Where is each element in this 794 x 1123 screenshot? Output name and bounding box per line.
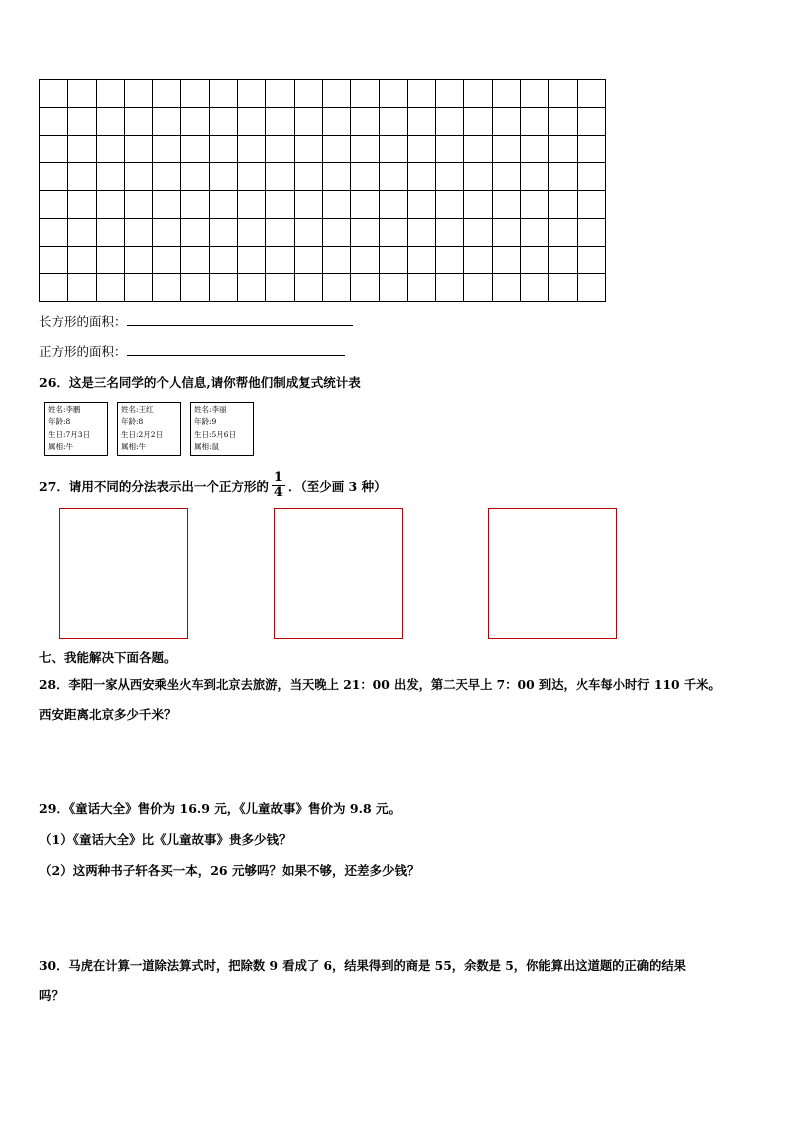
rect-area-line — [39, 313, 353, 330]
grid-cell — [521, 191, 549, 219]
grid-cell — [295, 191, 323, 219]
grid-cell — [521, 247, 549, 275]
grid-cell — [266, 219, 294, 247]
grid-cell — [40, 219, 68, 247]
grid-cell — [549, 136, 577, 164]
grid-cell — [181, 80, 209, 108]
rect-area-label: 长方形的面积： — [39, 314, 127, 329]
grid-cell — [97, 274, 125, 302]
grid-cell — [181, 274, 209, 302]
grid-cell — [295, 219, 323, 247]
grid-cell — [464, 136, 492, 164]
grid-cell — [380, 219, 408, 247]
grid-cell — [125, 163, 153, 191]
grid-cell — [125, 274, 153, 302]
grid-cell — [549, 191, 577, 219]
q27-suffix: ．（至少画 3 种） — [287, 479, 387, 494]
grid-cell — [266, 108, 294, 136]
card-age: 年龄:9 — [194, 417, 217, 427]
grid-cell — [295, 247, 323, 275]
grid-cell — [238, 163, 266, 191]
grid-cell — [578, 108, 606, 136]
grid-cell — [295, 163, 323, 191]
grid-cell — [493, 219, 521, 247]
grid-cell — [549, 80, 577, 108]
grid-cell — [97, 219, 125, 247]
question-28-line1: 28．李阳一家从西安乘坐火车到北京去旅游，当天晚上 21：00 出发，第二天早上 7：00 到达，火车每小时行 110 千米。 — [39, 677, 721, 692]
grid-cell — [521, 163, 549, 191]
grid-cell — [210, 274, 238, 302]
grid-cell — [351, 247, 379, 275]
grid-cell — [266, 247, 294, 275]
grid-cell — [436, 136, 464, 164]
grid-cell — [380, 108, 408, 136]
grid-cell — [97, 247, 125, 275]
square-area-answer-blank[interactable] — [127, 343, 345, 356]
card-birthday: 生日:2月2日 — [121, 429, 164, 439]
student-card-3 — [190, 402, 254, 456]
grid-cell — [521, 136, 549, 164]
grid-cell — [436, 247, 464, 275]
student-card-1 — [44, 402, 108, 456]
grid-cell — [578, 80, 606, 108]
fraction-denominator: 4 — [273, 485, 283, 500]
grid-cell — [238, 191, 266, 219]
grid-cell — [68, 191, 96, 219]
q27-prefix: 27．请用不同的分法表示出一个正方形的 — [39, 479, 269, 494]
grid-cell — [380, 191, 408, 219]
grid-cell — [68, 108, 96, 136]
grid-cell — [266, 191, 294, 219]
card-birthday: 生日:5月6日 — [194, 429, 237, 439]
grid-cell — [351, 163, 379, 191]
grid-cell — [210, 108, 238, 136]
grid-cell — [181, 191, 209, 219]
grid-cell — [464, 219, 492, 247]
square-area-label: 正方形的面积： — [39, 344, 127, 359]
question-28-line2: 西安距离北京多少千米？ — [39, 707, 177, 722]
grid-cell — [266, 80, 294, 108]
grid-cell — [380, 136, 408, 164]
grid-cell — [323, 136, 351, 164]
grid-cell — [578, 163, 606, 191]
grid-cell — [238, 108, 266, 136]
grid-cell — [97, 191, 125, 219]
grid-cell — [238, 219, 266, 247]
grid-cell — [323, 163, 351, 191]
grid-cell — [181, 108, 209, 136]
grid-cell — [40, 247, 68, 275]
grid-cell — [408, 108, 436, 136]
grid-cell — [181, 247, 209, 275]
grid-cell — [436, 108, 464, 136]
grid-cell — [493, 108, 521, 136]
grid-cell — [521, 108, 549, 136]
grid-cell — [521, 274, 549, 302]
grid-cell — [493, 80, 521, 108]
grid-cell — [408, 274, 436, 302]
grid-cell — [153, 247, 181, 275]
grid-cell — [295, 80, 323, 108]
grid-cell — [125, 80, 153, 108]
grid-cell — [436, 219, 464, 247]
grid-cell — [40, 136, 68, 164]
grid-cell — [40, 274, 68, 302]
grid-cell — [153, 136, 181, 164]
grid-cell — [464, 191, 492, 219]
grid-cell — [97, 80, 125, 108]
grid-cell — [380, 80, 408, 108]
grid-cell — [153, 163, 181, 191]
grid-cell — [295, 136, 323, 164]
grid-cell — [549, 247, 577, 275]
question-27 — [39, 470, 387, 502]
grid-cell — [153, 191, 181, 219]
grid-cell — [40, 80, 68, 108]
grid-cell — [238, 80, 266, 108]
question-29: 29．《童话大全》售价为 16.9 元，《儿童故事》售价为 9.8 元。 — [39, 801, 401, 816]
grid-cell — [181, 136, 209, 164]
grid-cell — [351, 80, 379, 108]
grid-cell — [493, 247, 521, 275]
card-age: 年龄:8 — [48, 417, 71, 427]
grid-cell — [238, 136, 266, 164]
grid-cell — [493, 136, 521, 164]
square-drawing-box-1[interactable] — [59, 508, 188, 639]
rect-area-answer-blank[interactable] — [127, 313, 353, 326]
grid-cell — [380, 247, 408, 275]
grid-cell — [266, 163, 294, 191]
grid-cell — [238, 274, 266, 302]
grid-cell — [40, 163, 68, 191]
grid-cell — [408, 191, 436, 219]
grid-cell — [210, 80, 238, 108]
grid-cell — [125, 219, 153, 247]
grid-cell — [351, 108, 379, 136]
grid-cell — [68, 274, 96, 302]
grid-cell — [549, 108, 577, 136]
grid-cell — [153, 108, 181, 136]
grid-cell — [68, 247, 96, 275]
grid-cell — [68, 163, 96, 191]
grid-cell — [68, 80, 96, 108]
grid-cell — [125, 191, 153, 219]
question-29-part-2: （2）这两种书子轩各买一本，26 元够吗？如果不够，还差多少钱？ — [39, 863, 420, 878]
fraction-numerator: 1 — [273, 470, 283, 485]
grid-cell — [323, 274, 351, 302]
question-30-line2: 吗？ — [39, 988, 65, 1003]
grid-cell — [295, 108, 323, 136]
card-name: 姓名:李鹏 — [48, 405, 81, 414]
grid-cell — [323, 247, 351, 275]
square-area-line — [39, 343, 345, 360]
card-zodiac: 属相:牛 — [121, 441, 147, 451]
card-name: 姓名:王红 — [121, 405, 154, 414]
card-zodiac: 属相:鼠 — [194, 441, 220, 451]
grid-cell — [521, 80, 549, 108]
grid-cell — [351, 219, 379, 247]
card-birthday: 生日:7月3日 — [48, 429, 91, 439]
grid-cell — [40, 108, 68, 136]
grid-cell — [351, 274, 379, 302]
grid-cell — [408, 80, 436, 108]
grid-cell — [436, 163, 464, 191]
grid-cell — [97, 163, 125, 191]
grid-cell — [40, 191, 68, 219]
grid-cell — [549, 163, 577, 191]
grid-cell — [210, 136, 238, 164]
grid-cell — [408, 247, 436, 275]
square-drawing-box-2[interactable] — [274, 508, 403, 639]
grid-cell — [578, 247, 606, 275]
fraction-one-quarter — [272, 471, 285, 500]
grid-cell — [125, 108, 153, 136]
grid-cell — [68, 219, 96, 247]
grid-cell — [210, 163, 238, 191]
grid-cell — [578, 136, 606, 164]
grid-cell — [436, 191, 464, 219]
grid-cell — [493, 191, 521, 219]
grid-cell — [436, 274, 464, 302]
grid-cell — [295, 274, 323, 302]
grid-cell — [238, 247, 266, 275]
grid-cell — [578, 191, 606, 219]
grid-cell — [125, 136, 153, 164]
grid-cell — [493, 274, 521, 302]
grid-cell — [578, 274, 606, 302]
grid-cell — [380, 163, 408, 191]
grid-cell — [68, 136, 96, 164]
grid-cell — [210, 219, 238, 247]
grid-cell — [464, 108, 492, 136]
grid-cell — [521, 219, 549, 247]
grid-cell — [210, 247, 238, 275]
grid-cell — [493, 163, 521, 191]
question-30-line1: 30．马虎在计算一道除法算式时，把除数 9 看成了 6，结果得到的商是 55，余数是 5，你能算出这道题的正确的结果 — [39, 958, 686, 973]
grid-cell — [408, 163, 436, 191]
question-26: 26．这是三名同学的个人信息,请你帮他们制成复式统计表 — [39, 375, 361, 390]
grid-cell — [464, 80, 492, 108]
grid-cell — [323, 219, 351, 247]
grid-cell — [351, 191, 379, 219]
grid-cell — [351, 136, 379, 164]
grid-cell — [153, 274, 181, 302]
grid-cell — [464, 274, 492, 302]
grid-cell — [266, 136, 294, 164]
grid-cell — [266, 274, 294, 302]
section-7-title: 七、我能解决下面各题。 — [39, 650, 177, 665]
question-29-part-1: （1）《童话大全》比《儿童故事》贵多少钱？ — [39, 832, 292, 847]
grid-cell — [464, 247, 492, 275]
student-card-2 — [117, 402, 181, 456]
grid-cell — [549, 274, 577, 302]
grid-cell — [436, 80, 464, 108]
square-drawing-box-3[interactable] — [488, 508, 617, 639]
grid-cell — [464, 163, 492, 191]
card-name: 姓名:李丽 — [194, 405, 227, 414]
grid-cell — [181, 163, 209, 191]
graph-paper-grid — [39, 79, 606, 302]
grid-cell — [380, 274, 408, 302]
grid-cell — [323, 191, 351, 219]
grid-cell — [181, 219, 209, 247]
grid-cell — [323, 80, 351, 108]
grid-cell — [408, 219, 436, 247]
card-zodiac: 属相:牛 — [48, 441, 74, 451]
grid-cell — [210, 191, 238, 219]
grid-cell — [153, 219, 181, 247]
card-age: 年龄:8 — [121, 417, 144, 427]
grid-cell — [323, 108, 351, 136]
grid-cell — [153, 80, 181, 108]
grid-cell — [97, 136, 125, 164]
grid-cell — [125, 247, 153, 275]
grid-cell — [97, 108, 125, 136]
grid-cell — [578, 219, 606, 247]
grid-cell — [408, 136, 436, 164]
grid-cell — [549, 219, 577, 247]
